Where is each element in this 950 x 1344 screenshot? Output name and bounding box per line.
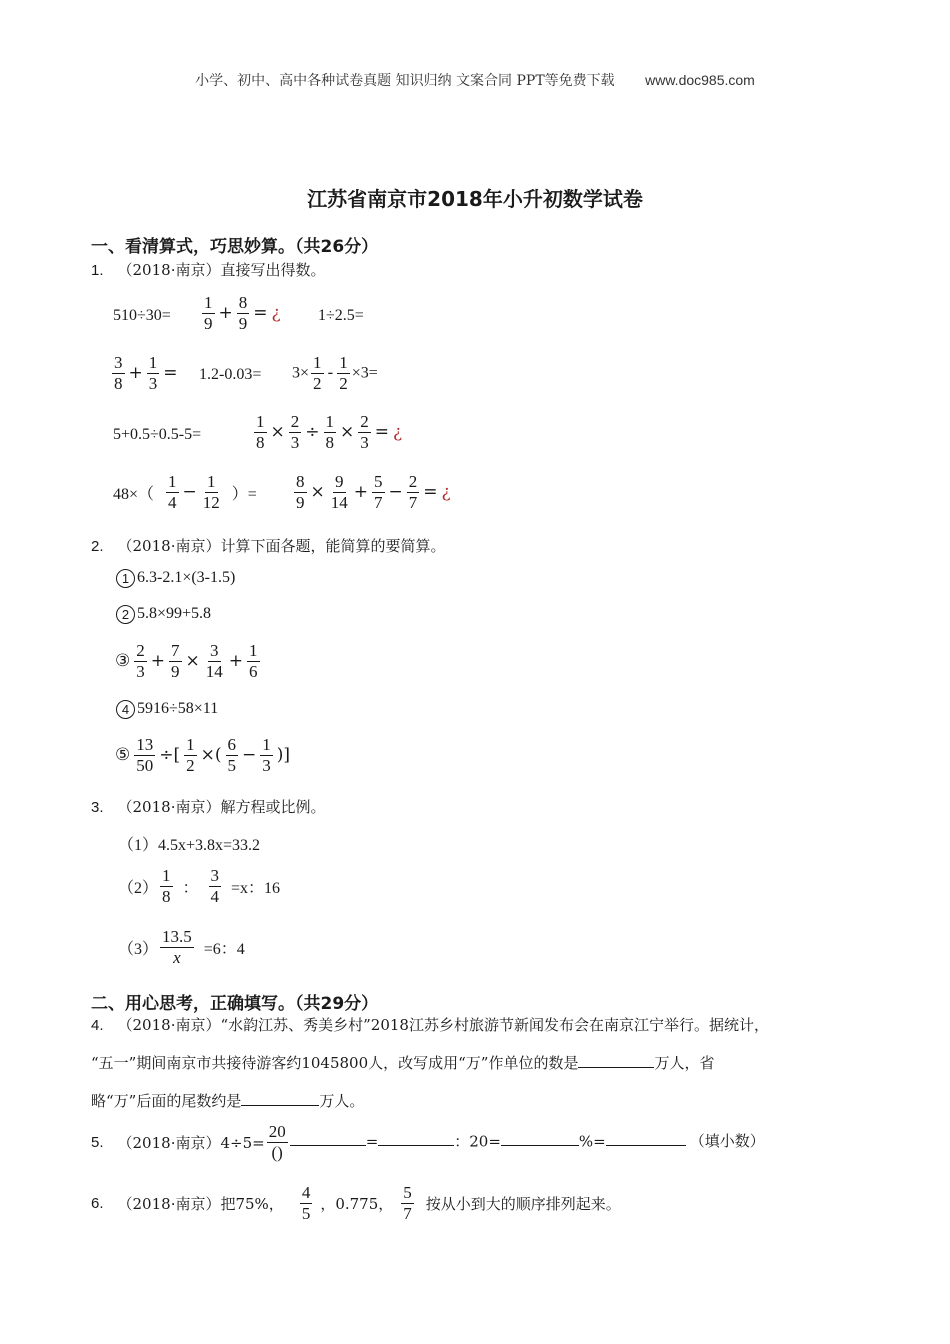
fraction: $\frac{13.5}{x}$ (162, 927, 192, 967)
answer-blank[interactable] (501, 1131, 579, 1146)
q1-r4-expr-a: 48×（ $\frac{1}{4}$ − $\frac{1}{12}$ ）= (113, 472, 257, 512)
fraction: $\frac{1}{8}$ (162, 866, 171, 906)
question-4-line-3: 略“万”后面的尾数约是 万人。 (91, 1092, 365, 1110)
fraction: $\frac{1}{8}$ (256, 412, 265, 452)
section-1-heading: 一、看清算式，巧思妙算。（共26分） (91, 237, 379, 257)
question-4-line-2: “五一”期间南京市共接待游客约1045800人，改写成用“万”作单位的数是 万人，省 (91, 1054, 715, 1072)
q1-r2-expr-a: $\frac{3}{8}$ + $\frac{1}{3}$ = (114, 353, 178, 393)
fraction: $\frac{1}{9}$ (204, 293, 213, 333)
question-1-text: （2018·南京）直接写出得数。 (117, 261, 326, 279)
question-4: 4. （2018·南京）“水韵江苏、秀美乡村”2018江苏乡村旅游节新闻发布会在南京江宁举行。据统计， (91, 1016, 769, 1034)
q2-item-3: ③ $\frac{2}{3}$ + $\frac{7}{9}$ × $\frac{3}{14}$ + $\frac{1}{6}$ (115, 641, 258, 681)
fraction: $\frac{20}{()}$ (268, 1122, 286, 1162)
answer-blank[interactable] (606, 1131, 686, 1146)
fraction: $\frac{1}{12}$ (202, 472, 220, 512)
q3-equation-1: （1）4.5x+3.8x=33.2 (118, 837, 261, 854)
q2-item-4: 4 5916÷58×11 (116, 700, 218, 719)
fraction: $\frac{1}{2}$ (186, 735, 195, 775)
q1-r2-a: 1.2-0.03= (199, 366, 262, 383)
question-4-line-1: （2018·南京）“水韵江苏、秀美乡村”2018江苏乡村旅游节新闻发布会在南京江宁举行。据统计， (117, 1016, 769, 1034)
fraction: $\frac{1}{2}$ (339, 353, 348, 393)
question-3: 3. （2018·南京）解方程或比例。 (91, 798, 326, 816)
page-title: 江苏省南京市2018年小升初数学试卷 (307, 187, 643, 211)
fraction: $\frac{8}{9}$ (238, 293, 248, 333)
fraction: $\frac{7}{9}$ (171, 641, 180, 681)
q2-item-5: ⑤ $\frac{13}{50}$ ÷[ $\frac{1}{2}$ ×( $\frac{6}{5}$ − $\frac{1}{3}$ )] (115, 735, 291, 775)
q3-equation-2: （2） $\frac{1}{8}$ ： $\frac{3}{4}$ =x：16 (118, 866, 281, 906)
q1-r1-a: 510÷30= (113, 307, 171, 324)
fraction: $\frac{1}{3}$ (262, 735, 271, 775)
q2-item-1: 1 6.3-2.1×(3-1.5) (116, 569, 235, 588)
answer-mark: ¿ (393, 422, 403, 443)
answer-mark: ¿ (271, 303, 281, 324)
question-3-text: （2018·南京）解方程或比例。 (117, 798, 326, 816)
question-2: 2. （2018·南京）计算下面各题，能简算的要简算。 (91, 537, 446, 555)
fraction: $\frac{2}{7}$ (408, 472, 418, 512)
fraction: $\frac{3}{14}$ (205, 641, 223, 681)
header-text: 小学、初中、高中各种试卷真题 知识归纳 文案合同 PPT等免费下载 (195, 73, 615, 89)
fraction: $\frac{1}{2}$ (313, 353, 322, 393)
answer-blank[interactable] (290, 1131, 366, 1146)
fraction: $\frac{1}{8}$ (325, 412, 334, 452)
question-1: 1. （2018·南京）直接写出得数。 (91, 261, 326, 279)
fraction: $\frac{1}{3}$ (148, 353, 158, 393)
fraction: $\frac{6}{5}$ (227, 735, 237, 775)
fraction: $\frac{4}{5}$ (301, 1183, 311, 1223)
q1-r4-expr-b: $\frac{8}{9}$ × $\frac{9}{14}$ + $\frac{5}{7}$ − $\frac{2}{7}$ = ¿ (296, 472, 451, 512)
fraction: $\frac{2}{3}$ (360, 412, 369, 452)
section-2-heading: 二、用心思考，正确填写。（共29分） (91, 994, 379, 1014)
question-5: 5. （2018·南京）4÷5= $\frac{20}{()}$ = ：20= %= （填小数） (91, 1122, 765, 1162)
q2-item-2: 2 5.8×99+5.8 (116, 605, 211, 624)
q1-r2-expr-b: 3× $\frac{1}{2}$ - $\frac{1}{2}$ ×3= (292, 353, 378, 393)
fraction: $\frac{3}{4}$ (210, 866, 220, 906)
fraction: $\frac{3}{8}$ (114, 353, 123, 393)
fraction: $\frac{5}{7}$ (403, 1183, 412, 1223)
answer-blank[interactable] (578, 1053, 654, 1068)
question-6: 6. （2018·南京）把75%， $\frac{4}{5}$ ，0.775， $\frac{5}{7}$ 按从小到大的顺序排列起来。 (91, 1183, 621, 1223)
fraction: $\frac{1}{4}$ (168, 472, 177, 512)
fraction: $\frac{2}{3}$ (290, 412, 300, 452)
question-2-text: （2018·南京）计算下面各题，能简算的要简算。 (117, 537, 446, 555)
page-header (0, 70, 950, 90)
fraction: $\frac{8}{9}$ (296, 472, 305, 512)
fraction: $\frac{9}{14}$ (330, 472, 348, 512)
q3-equation-3: （3） $\frac{13.5}{x}$ =6：4 (118, 927, 245, 967)
answer-blank[interactable] (378, 1131, 454, 1146)
q1-r1-c: 1÷2.5= (318, 307, 364, 324)
q1-r3-expr: $\frac{1}{8}$ × $\frac{2}{3}$ ÷ $\frac{1}{8}$ × $\frac{2}{3}$ = ¿ (256, 412, 403, 452)
fraction: $\frac{13}{50}$ (136, 735, 154, 775)
answer-blank[interactable] (241, 1091, 319, 1106)
fraction: $\frac{1}{6}$ (249, 641, 258, 681)
fraction: $\frac{2}{3}$ (136, 641, 145, 681)
q1-r3-a: 5+0.5÷0.5-5= (113, 426, 202, 443)
q1-r1-expr: $\frac{1}{9}$ + $\frac{8}{9}$ = ¿ (204, 293, 281, 333)
answer-mark: ¿ (441, 482, 451, 503)
header-url[interactable]: www.doc985.com (645, 72, 755, 88)
fraction: $\frac{5}{7}$ (374, 472, 383, 512)
